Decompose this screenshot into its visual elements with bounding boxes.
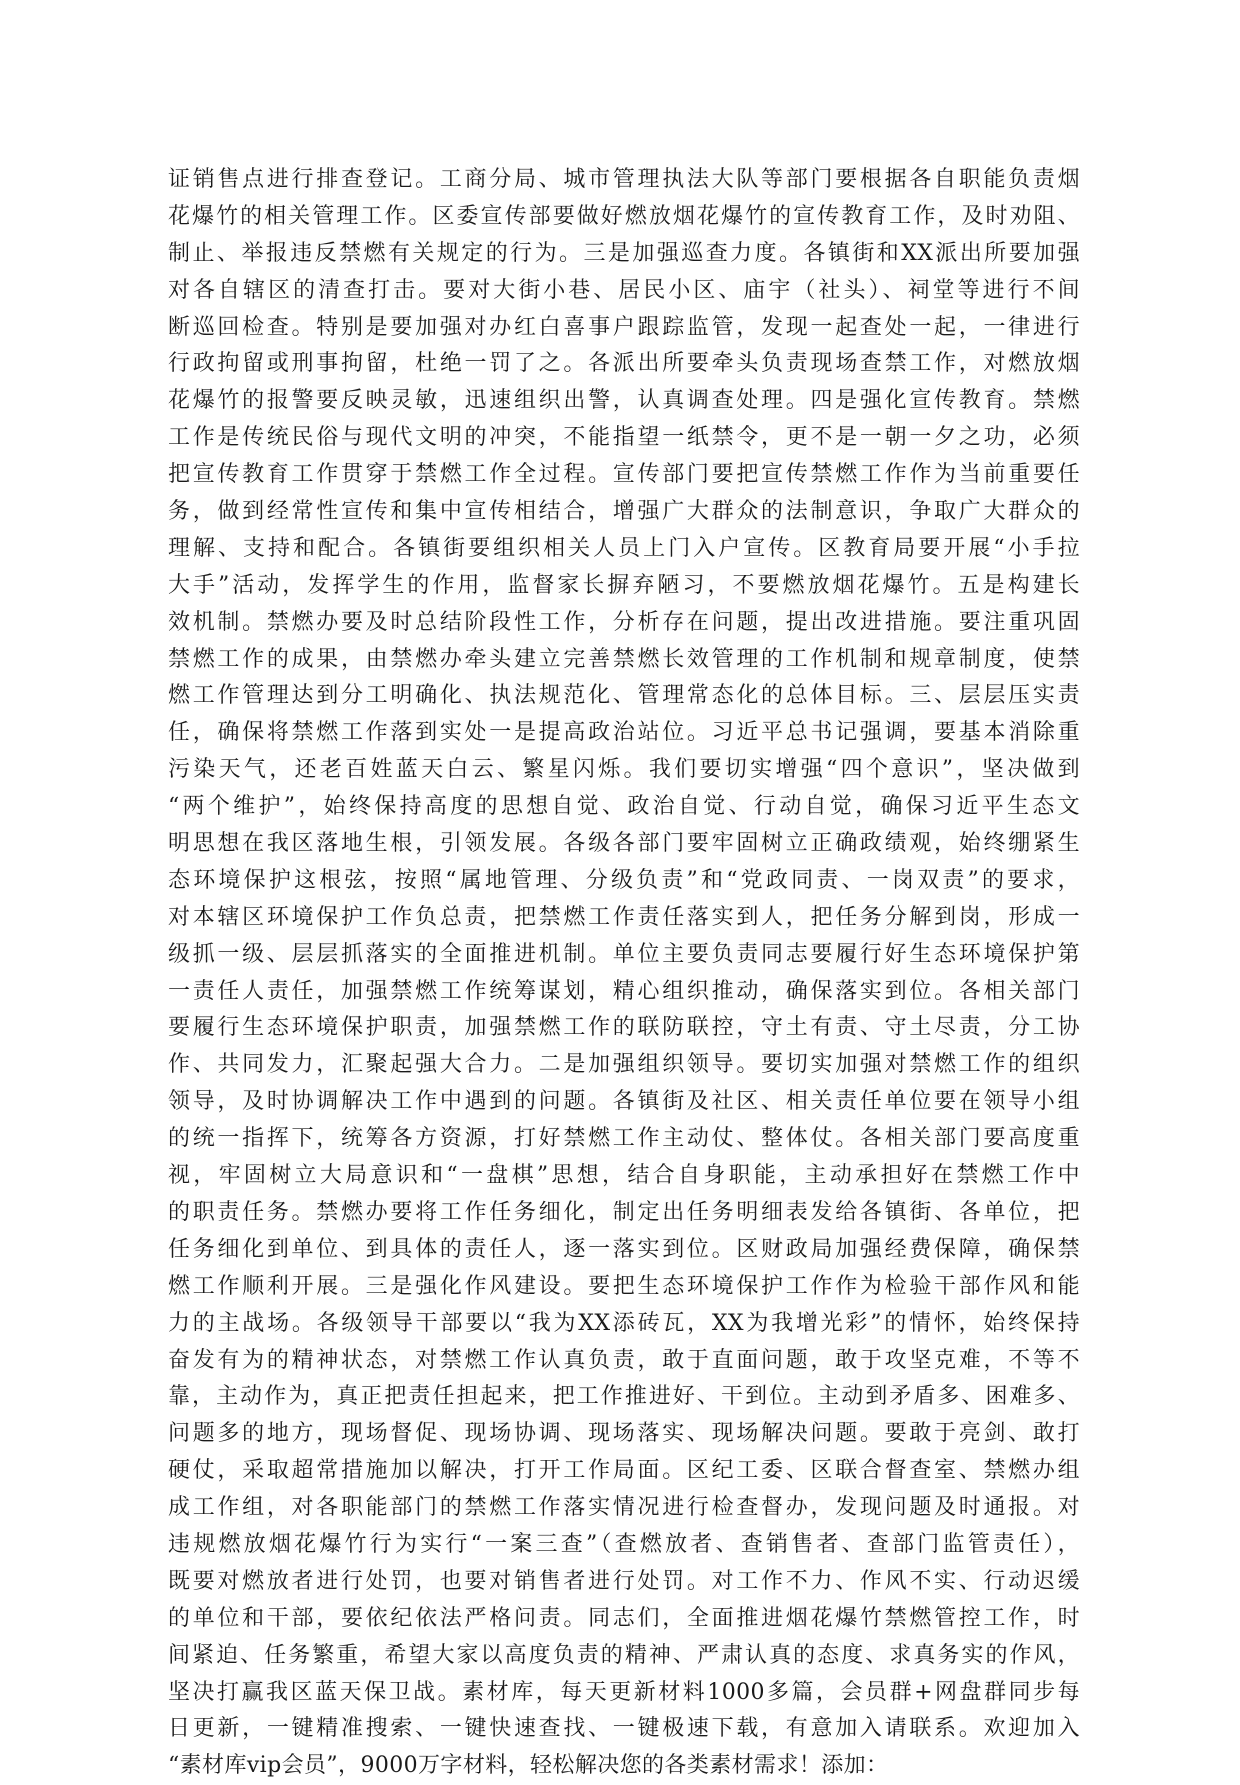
text-line: 成工作组，对各职能部门的禁燃工作落实情况进行检查督办，发现问题及时通报。对 (168, 1495, 1080, 1521)
text-line: 力的主战场。各级领导干部要以“我为XX添砖瓦，XX为我增光彩”的情怀，始终保持 (168, 1310, 1080, 1336)
text-line: 一责任人责任，加强禁燃工作统筹谋划，精心组织推动，确保落实到位。各相关部门 (168, 978, 1080, 1004)
text-line: 理解、支持和配合。各镇街要组织相关人员上门入户宣传。区教育局要开展“小手拉 (168, 535, 1080, 561)
text-line: 燃工作管理达到分工明确化、执法规范化、管理常态化的总体目标。三、层层压实责 (168, 683, 1080, 709)
text-line: 任，确保将禁燃工作落到实处一是提高政治站位。习近平总书记强调，要基本消除重 (168, 720, 1080, 746)
text-line: 的单位和干部，要依纪依法严格问责。同志们，全面推进烟花爆竹禁燃管控工作，时 (168, 1605, 1080, 1631)
text-line: 的统一指挥下，统筹各方资源，打好禁燃工作主动仗、整体仗。各相关部门要高度重 (168, 1126, 1080, 1152)
text-line: 效机制。禁燃办要及时总结阶段性工作，分析存在问题，提出改进措施。要注重巩固 (168, 609, 1080, 635)
body-text (168, 162, 1080, 1785)
text-line: 问题多的地方，现场督促、现场协调、现场落实、现场解决问题。要敢于亮剑、敢打 (168, 1421, 1080, 1447)
text-line: 证销售点进行排查登记。工商分局、城市管理执法大队等部门要根据各自职能负责烟 (168, 167, 1080, 192)
text-line: 坚决打赢我区蓝天保卫战。素材库，每天更新材料1000多篇，会员群+网盘群同步每 (168, 1679, 1080, 1705)
text-line: 断巡回检查。特别是要加强对办红白喜事户跟踪监管，发现一起查处一起，一律进行 (168, 314, 1080, 340)
text-line: 任务细化到单位、到具体的责任人，逐一落实到位。区财政局加强经费保障，确保禁 (168, 1236, 1080, 1262)
text-line: 对各自辖区的清查打击。要对大街小巷、居民小区、庙宇（社头）、祠堂等进行不间 (168, 277, 1080, 303)
text-line: 制止、举报违反禁燃有关规定的行为。三是加强巡查力度。各镇街和XX派出所要加强 (168, 240, 1080, 266)
text-line: 态环境保护这根弦，按照“属地管理、分级负责”和“党政同责、一岗双责”的要求， (168, 867, 1080, 893)
text-line: 奋发有为的精神状态，对禁燃工作认真负责，敢于直面问题，敢于攻坚克难，不等不 (168, 1347, 1080, 1373)
text-line: 要履行生态环境保护职责，加强禁燃工作的联防联控，守土有责、守土尽责，分工协 (168, 1015, 1080, 1041)
text-line: 务，做到经常性宣传和集中宣传相结合，增强广大群众的法制意识，争取广大群众的 (168, 499, 1080, 525)
text-line: 禁燃工作的成果，由禁燃办牵头建立完善禁燃长效管理的工作机制和规章制度，使禁 (168, 646, 1080, 672)
text-line: 视，牢固树立大局意识和“一盘棋”思想，结合自身职能，主动承担好在禁燃工作中 (168, 1163, 1080, 1189)
text-line: 间紧迫、任务繁重，希望大家以高度负责的精神、严肃认真的态度、求真务实的作风， (168, 1642, 1080, 1668)
text-line: 作、共同发力，汇聚起强大合力。二是加强组织领导。要切实加强对禁燃工作的组织 (168, 1052, 1080, 1078)
text-line: 领导，及时协调解决工作中遇到的问题。各镇街及社区、相关责任单位要在领导小组 (168, 1089, 1080, 1115)
text-line: 日更新，一键精准搜索、一键快速查找、一键极速下载，有意加入请联系。欢迎加入 (168, 1716, 1080, 1742)
text-line: 把宣传教育工作贯穿于禁燃工作全过程。宣传部门要把宣传禁燃工作作为当前重要任 (168, 462, 1080, 488)
text-line: 既要对燃放者进行处罚，也要对销售者进行处罚。对工作不力、作风不实、行动迟缓 (168, 1568, 1080, 1594)
text-line: 行政拘留或刑事拘留，杜绝一罚了之。各派出所要牵头负责现场查禁工作，对燃放烟 (168, 351, 1080, 377)
text-line: 对本辖区环境保护工作负总责，把禁燃工作责任落实到人，把任务分解到岗，形成一 (168, 904, 1080, 930)
text-line: 靠，主动作为，真正把责任担起来，把工作推进好、干到位。主动到矛盾多、困难多、 (168, 1384, 1080, 1410)
text-line: “两个维护”，始终保持高度的思想自觉、政治自觉、行动自觉，确保习近平生态文 (168, 794, 1080, 820)
text-line: 的职责任务。禁燃办要将工作任务细化，制定出任务明细表发给各镇街、各单位，把 (168, 1199, 1080, 1225)
text-line: 燃工作顺利开展。三是强化作风建设。要把生态环境保护工作作为检验干部作风和能 (168, 1273, 1080, 1299)
text-line: 花爆竹的报警要反映灵敏，迅速组织出警，认真调查处理。四是强化宣传教育。禁燃 (168, 388, 1080, 414)
text-line: 违规燃放烟花爆竹行为实行“一案三查”（查燃放者、查销售者、查部门监管责任）， (168, 1531, 1080, 1557)
text-line: 污染天气，还老百姓蓝天白云、繁星闪烁。我们要切实增强“四个意识”，坚决做到 (168, 757, 1080, 783)
text-line: 花爆竹的相关管理工作。区委宣传部要做好燃放烟花爆竹的宣传教育工作，及时劝阻、 (168, 203, 1080, 229)
text-line: 明思想在我区落地生根，引领发展。各级各部门要牢固树立正确政绩观，始终绷紧生 (168, 831, 1080, 857)
text-line: 硬仗，采取超常措施加以解决，打开工作局面。区纪工委、区联合督查室、禁燃办组 (168, 1458, 1080, 1484)
text-line: 级抓一级、层层抓落实的全面推进机制。单位主要负责同志要履行好生态环境保护第 (168, 941, 1080, 967)
text-line: “素材库vip会员”，9000万字材料，轻松解决您的各类素材需求！添加： (168, 1753, 889, 1779)
text-line: 工作是传统民俗与现代文明的冲突，不能指望一纸禁令，更不是一朝一夕之功，必须 (168, 425, 1080, 451)
text-line: 大手”活动，发挥学生的作用，监督家长摒弃陋习，不要燃放烟花爆竹。五是构建长 (168, 572, 1080, 598)
